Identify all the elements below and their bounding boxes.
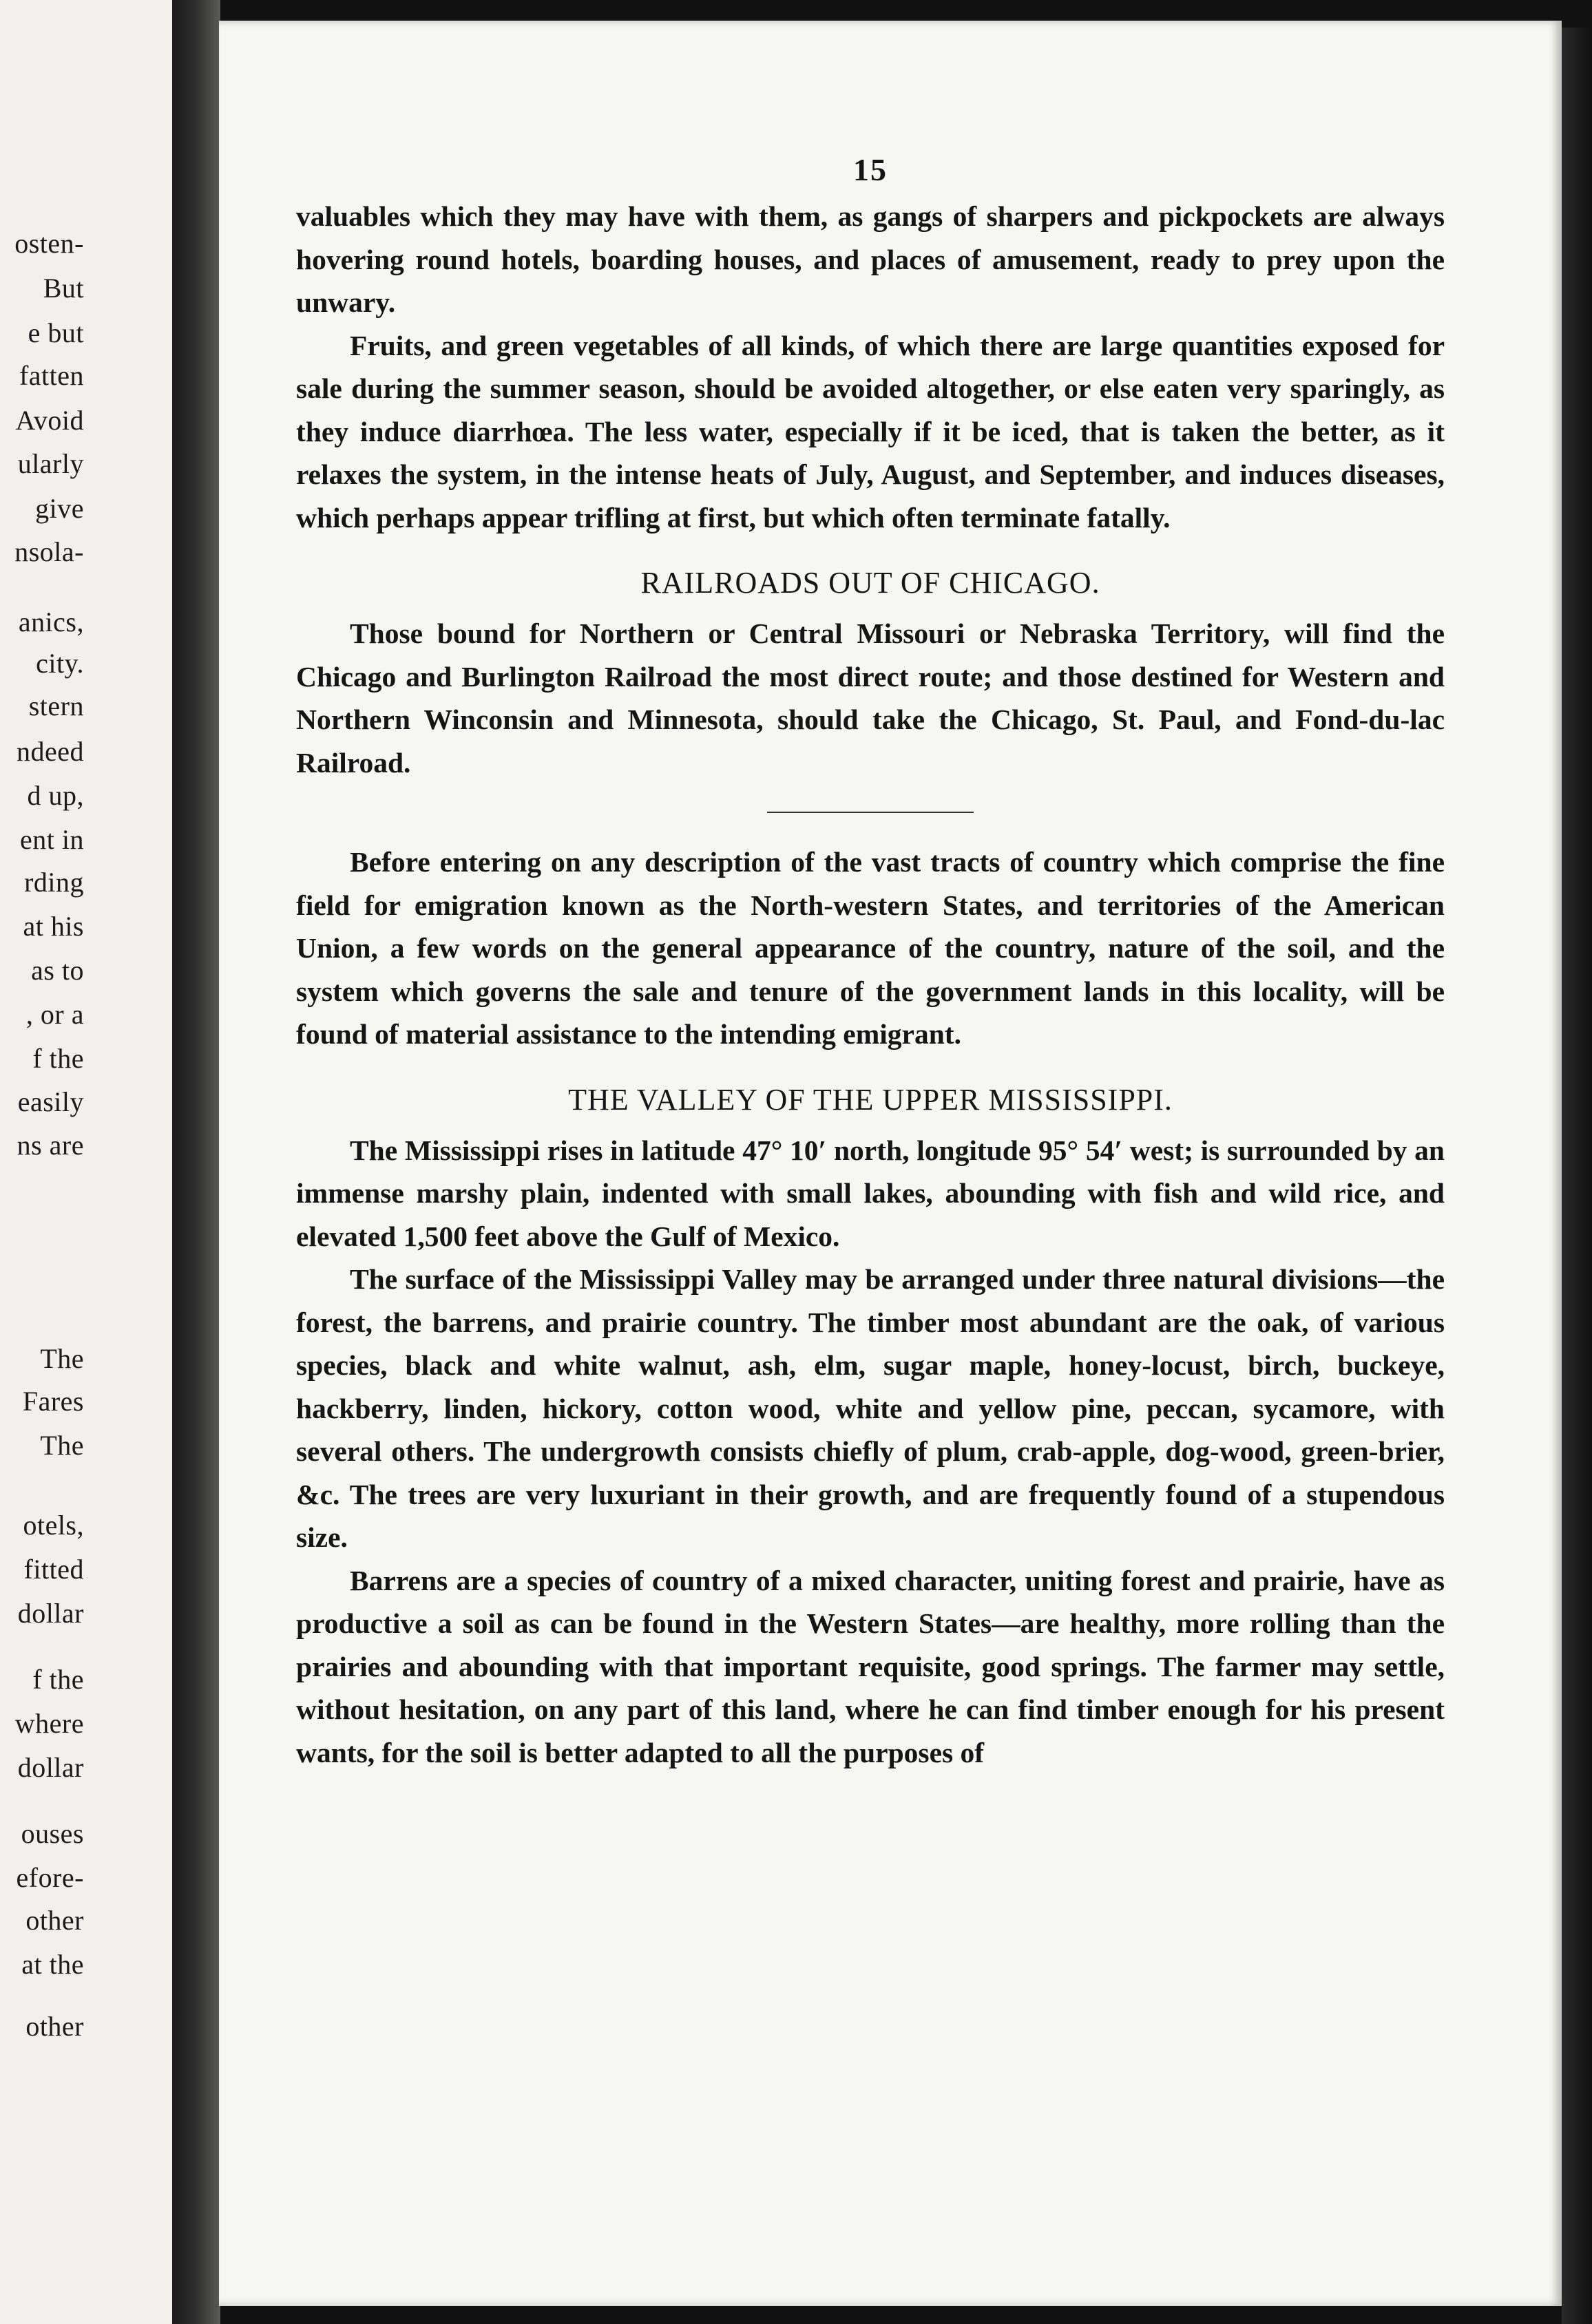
left-page-text-fragment: ouses	[21, 1818, 84, 1849]
left-page-text-fragment: But	[43, 273, 84, 304]
left-page-text-fragment: , or a	[25, 999, 84, 1030]
book-gutter	[172, 0, 220, 2324]
left-page-text-fragment: give	[35, 493, 84, 524]
left-page-text-fragment: where	[14, 1708, 84, 1739]
left-page-text-fragment: fatten	[19, 360, 84, 391]
left-page-text-fragment: at his	[23, 911, 84, 942]
heading-railroads: RAILROADS OUT OF CHICAGO.	[640, 566, 1100, 600]
left-page-text-fragment: The	[40, 1430, 84, 1461]
paragraph-barrens: Barrens are a species of country of a mixed character, uniting forest and prairie, have as productive a soil as can be found in the Western States—are healthy, more rolling than the prairies and abounding with that important requisite, good springs. The farmer may settle, without hesitation, on any part of this land, where he can find timber enough for his present wants, for the soil is better adapted to all the purposes of	[296, 1564, 1445, 1768]
paragraph-mississippi-source: The Mississippi rises in latitude 47° 10′ north, longitude 95° 54′ west; is surrounded by an immense marshy plain, indented with small lakes, abounding with fish and wild rice, and elevated 1,500 feet above the Gulf of Mexico.	[296, 1134, 1445, 1252]
left-page-text-fragment: ularly	[17, 448, 84, 479]
left-page-text-fragment: other	[25, 1905, 84, 1936]
heading-valley: THE VALLEY OF THE UPPER MISSISSIPPI.	[568, 1082, 1173, 1117]
left-facing-page	[0, 0, 172, 2324]
left-page-text-fragment: ndeed	[16, 736, 84, 767]
left-page-text-fragment: d up,	[27, 780, 84, 811]
paragraph-surface: The surface of the Mississippi Valley may be arranged under three natural divisions—the forest, the barrens, and prairie country. The timber most abundant are the oak, of various species, black and white walnut, ash, elm, sugar maple, honey-locust, birch, buckeye, hackberry, linden, hickory, cotton wood, white and yellow pine, peccan, sycamore, with several others. The undergrowth consists chiefly of plum, crab-apple, dog-wood, green-brier, &c. The trees are very luxuriant in their growth, and are frequently found of a stupendous size.	[296, 1263, 1445, 1553]
page-edge-shadow	[1562, 28, 1592, 2324]
left-page-text-fragment: dollar	[17, 1598, 84, 1629]
paragraph-railroads: Those bound for Northern or Central Missouri or Nebraska Territory, will find the Chicago and Burlington Railroad the most direct route; and those destined for Western and Northern Winconsin and Minnesota, should take the Chicago, St. Paul, and Fond-du-lac Railroad.	[296, 617, 1445, 779]
left-page-text-fragment: dollar	[17, 1752, 84, 1783]
left-page-text-fragment: The	[40, 1343, 84, 1374]
left-page-text-fragment: ent in	[20, 824, 84, 855]
left-page-text-fragment: f the	[32, 1043, 84, 1074]
left-page-text-fragment: ns are	[17, 1130, 84, 1161]
main-page	[219, 21, 1562, 2306]
left-page-text-fragment: as to	[31, 955, 84, 986]
left-page-text-fragment: f the	[32, 1664, 84, 1695]
left-page-text-fragment: nsola-	[14, 536, 84, 567]
left-page-text-fragment: easily	[17, 1086, 84, 1117]
left-page-text-fragment: rding	[24, 867, 84, 898]
left-page-text-fragment: fitted	[23, 1554, 84, 1585]
left-page-text-fragment: anics,	[18, 606, 84, 637]
left-page-text-fragment: e but	[28, 317, 84, 348]
left-page-text-fragment: Avoid	[15, 405, 84, 436]
left-page-text-fragment: at the	[21, 1949, 84, 1980]
left-page-text-fragment: efore-	[16, 1862, 84, 1893]
page-number: 15	[853, 152, 888, 187]
page-content	[296, 151, 1445, 1774]
left-page-text-fragment: Fares	[22, 1386, 84, 1417]
paragraph-valuables: valuables which they may have with them, as gangs of sharpers and pickpockets are always hovering round hotels, boarding houses, and places of amusement, ready to prey upon the unwary.	[296, 200, 1445, 318]
left-page-text-fragment: osten-	[14, 228, 84, 259]
left-page-text-fragment: other	[25, 2011, 84, 2042]
section-divider	[767, 812, 974, 813]
paragraph-fruits: Fruits, and green vegetables of all kinds, of which there are large quantities exposed for sale during the summer season, should be avoided altogether, or else eaten very sparingly, as they induce diarrhœa. The less water, especially if it be iced, that is taken the better, as it relaxes the system, in the intense heats of July, August, and September, and induces diseases, which perhaps appear trifling at first, but which often terminate fatally.	[296, 329, 1445, 534]
paragraph-intro: Before entering on any description of the vast tracts of country which comprise the fine field for emigration known as the North-western States, and territories of the American Union, a few words on the general appearance of the country, nature of the soil, and the system which governs the sale and tenure of the government lands in this locality, will be found of material assistance to the intending emigrant.	[296, 846, 1445, 1050]
left-page-text-fragment: city.	[36, 648, 84, 679]
left-page-text-fragment: otels,	[23, 1510, 84, 1541]
left-page-text-fragment: stern	[28, 690, 84, 721]
